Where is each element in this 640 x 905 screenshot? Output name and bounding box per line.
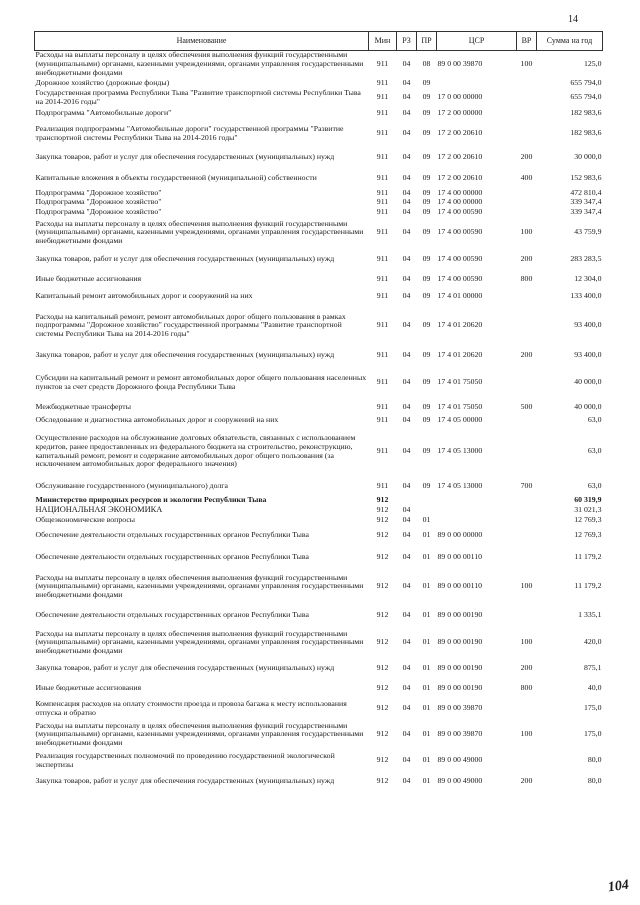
handwritten-page-mark: 104 (606, 877, 630, 896)
table-row (35, 218, 603, 248)
table-row (35, 51, 603, 78)
cell-vr (517, 288, 537, 306)
cell-name: Межбюджетные трансферты (35, 402, 131, 412)
cell-min: 912 (376, 610, 389, 620)
cell-pr: 01 (422, 552, 431, 562)
cell-sum: 339 347,4 (570, 206, 602, 216)
table-row (35, 506, 603, 515)
cell-rz: 04 (402, 581, 411, 591)
cell-name: Подпрограмма "Дорожное хозяйство" (35, 196, 162, 206)
cell-vr: 100 (520, 227, 533, 237)
cell-rz: 04 (402, 77, 411, 87)
cell-vr: 100 (520, 729, 533, 739)
cell-rz: 04 (402, 481, 411, 491)
cell-csr: 17 2 00 20610 (437, 152, 483, 162)
cell-sum: 283 283,5 (570, 254, 602, 264)
cell-sum: 182 983,6 (570, 128, 602, 138)
table-row (35, 750, 603, 772)
cell-name: Расходы на капитальный ремонт, ремонт автомобильных дорог общего пользования в рамках подпрограммы "Дорожное хозяйство" государственной программы "Развитие транспортной системы Республики Тыва на 2014-2016 годы" (35, 311, 346, 338)
cell-min: 911 (376, 481, 389, 491)
cell-name: Обеспечение деятельности отдельных государственных органов Республики Тыва (35, 552, 309, 562)
cell-vr: 200 (520, 254, 533, 264)
table-row (35, 496, 603, 506)
cell-csr: 17 4 01 75050 (437, 377, 483, 387)
cell-pr: 09 (422, 92, 431, 102)
cell-min: 911 (376, 446, 389, 456)
cell-sum: 472 810,4 (570, 187, 602, 197)
cell-name: Закупка товаров, работ и услуг для обеспечения государственных (муниципальных) нужд (35, 776, 335, 786)
cell-vr: 800 (520, 683, 533, 693)
cell-rz: 04 (402, 206, 411, 216)
cell-name: Государственная программа Республики Тыва "Развитие транспортной системы Республики Тыва на 2014-2016 годы" (35, 87, 361, 106)
cell-name: Министерство природных ресурсов и экологии Республики Тыва (35, 495, 267, 505)
cell-vr (517, 366, 537, 400)
cell-name: Иные бюджетные ассигнования (35, 683, 142, 693)
cell-sum: 175,0 (583, 729, 602, 739)
cell-rz: 04 (402, 227, 411, 237)
table-row (35, 546, 603, 570)
cell-name: Субсидии на капитальный ремонт и ремонт автомобильных дорог общего пользования населенных пунктов за счет средств Дорожного фонда Республики Тыва (35, 372, 367, 391)
cell-sum: 1 335,1 (578, 610, 602, 620)
cell-min: 911 (376, 128, 389, 138)
cell-min: 912 (376, 581, 389, 591)
cell-min: 912 (376, 495, 389, 505)
cell-pr: 01 (422, 703, 431, 713)
cell-csr: 17 4 00 00590 (437, 254, 483, 264)
cell-sum: 12 769,3 (574, 530, 602, 540)
cell-pr: 09 (422, 227, 431, 237)
table-row (35, 306, 603, 346)
table-row (35, 720, 603, 750)
cell-csr: 89 0 00 00110 (437, 552, 483, 562)
cell-min: 911 (376, 108, 389, 118)
cell-csr: 17 4 01 75050 (437, 402, 483, 412)
cell-sum: 30 000,0 (574, 152, 602, 162)
cell-vr (517, 121, 537, 147)
table-row (35, 346, 603, 366)
cell-min: 911 (376, 377, 389, 387)
cell-csr: 89 0 00 49000 (437, 776, 483, 786)
cell-name: Дорожное хозяйство (дорожные фонды) (35, 77, 170, 87)
cell-sum: 12 769,3 (574, 514, 602, 524)
cell-min: 912 (376, 552, 389, 562)
cell-name: Закупка товаров, работ и услуг для обеспечения государственных (муниципальных) нужд (35, 663, 335, 673)
cell-rz: 04 (402, 530, 411, 540)
cell-csr: 89 0 00 00000 (437, 530, 483, 540)
header-rz: РЗ (397, 32, 417, 51)
cell-min: 911 (376, 320, 389, 330)
cell-csr: 17 0 00 00000 (437, 92, 483, 102)
cell-rz: 04 (402, 663, 411, 673)
cell-pr: 01 (422, 755, 431, 765)
cell-min: 912 (376, 703, 389, 713)
cell-name: Реализация государственных полномочий по проведению государственной экологической экспертизы (35, 750, 335, 769)
cell-vr: 400 (520, 173, 533, 183)
cell-vr (517, 604, 537, 628)
table-row (35, 680, 603, 698)
cell-csr (437, 496, 517, 506)
cell-name: Закупка товаров, работ и услуг для обеспечения государственных (муниципальных) нужд (35, 254, 335, 264)
table-row (35, 121, 603, 147)
cell-pr: 09 (422, 350, 431, 360)
cell-name: Компенсация расходов на оплату стоимости проезда и провоза багажа к месту использования отпуска и обратно (35, 698, 347, 717)
cell-pr: 09 (422, 108, 431, 118)
cell-sum: 133 400,0 (570, 291, 602, 301)
cell-rz: 04 (402, 152, 411, 162)
cell-vr: 800 (520, 274, 533, 284)
cell-sum: 40 000,0 (574, 402, 602, 412)
cell-pr (417, 506, 437, 515)
table-body (35, 51, 603, 792)
cell-sum: 63,0 (587, 446, 602, 456)
cell-rz: 04 (402, 173, 411, 183)
cell-name: Расходы на выплаты персоналу в целях обеспечения выполнения функций государственными (муниципальными) органами, казенными учреждениями, органами управления государственными внебюджетными фондами (35, 720, 364, 747)
cell-name: Расходы на выплаты персоналу в целях обеспечения выполнения функций государственными (муниципальными) органами, казенными учреждениями, органами управления государственными внебюджетными фондами (35, 572, 364, 599)
cell-sum: 60 319,9 (574, 495, 602, 505)
cell-vr: 100 (520, 58, 533, 68)
cell-vr: 100 (520, 581, 533, 591)
cell-sum: 63,0 (587, 481, 602, 491)
cell-csr: 89 0 00 49000 (437, 755, 483, 765)
cell-min: 912 (376, 504, 389, 514)
cell-sum: 43 759,9 (574, 227, 602, 237)
cell-rz: 04 (402, 128, 411, 138)
cell-csr: 89 0 00 00190 (437, 683, 483, 693)
header-csr: ЦСР (437, 32, 517, 51)
cell-min: 911 (376, 402, 389, 412)
cell-rz: 04 (402, 446, 411, 456)
cell-min: 912 (376, 663, 389, 673)
cell-vr (517, 207, 537, 218)
header-min: Мин (369, 32, 397, 51)
cell-csr: 17 4 00 00000 (437, 196, 483, 206)
cell-vr: 700 (520, 481, 533, 491)
cell-csr: 17 4 00 00590 (437, 206, 483, 216)
cell-sum: 420,0 (583, 637, 602, 647)
cell-rz: 04 (402, 92, 411, 102)
cell-min: 911 (376, 173, 389, 183)
cell-sum: 875,1 (583, 663, 602, 673)
cell-name: Закупка товаров, работ и услуг для обеспечения государственных (муниципальных) нужд (35, 350, 335, 360)
cell-csr: 89 0 00 00190 (437, 610, 483, 620)
cell-pr: 08 (422, 58, 431, 68)
cell-pr: 09 (422, 274, 431, 284)
cell-csr: 89 0 00 00110 (437, 581, 483, 591)
cell-sum: 11 179,2 (574, 552, 602, 562)
table-row (35, 169, 603, 189)
cell-rz: 04 (402, 514, 411, 524)
table-row (35, 147, 603, 169)
cell-rz: 04 (402, 504, 411, 514)
cell-vr (517, 515, 537, 526)
cell-rz: 04 (402, 552, 411, 562)
cell-name: Подпрограмма "Дорожное хозяйство" (35, 206, 162, 216)
cell-sum: 655 794,0 (570, 92, 602, 102)
cell-name: Осуществление расходов на обслуживание долговых обязательств, связанных с использованием кредитов, ранее предоставленных из федерального бюджета на строительство, реконструкцию, капитальный ремонт, ремонт и содержание автомобильных дорог общего пользования (за исключением автомобильных дорог федерального значения) (35, 433, 356, 469)
table-row (35, 772, 603, 792)
cell-pr: 01 (422, 776, 431, 786)
cell-vr (517, 198, 537, 207)
cell-vr: 200 (520, 350, 533, 360)
cell-pr: 01 (422, 637, 431, 647)
cell-pr: 09 (422, 377, 431, 387)
table-row (35, 526, 603, 546)
cell-vr (517, 546, 537, 570)
cell-name: Капитальные вложения в объекты государственной (муниципальной) собственности (35, 173, 317, 183)
cell-sum: 11 179,2 (574, 581, 602, 591)
table-row (35, 400, 603, 416)
cell-pr: 09 (422, 291, 431, 301)
table-row (35, 658, 603, 680)
cell-csr: 89 0 00 39870 (437, 729, 483, 739)
cell-name: Закупка товаров, работ и услуг для обеспечения государственных (муниципальных) нужд (35, 152, 335, 162)
cell-rz: 04 (402, 683, 411, 693)
cell-name: Расходы на выплаты персоналу в целях обеспечения выполнения функций государственными (муниципальными) органами, казенными учреждениями, органами управления государственными внебюджетными фондами (35, 628, 364, 655)
cell-sum: 80,0 (587, 776, 602, 786)
table-row (35, 288, 603, 306)
cell-sum: 339 347,4 (570, 196, 602, 206)
cell-min: 911 (376, 196, 389, 206)
cell-csr: 17 4 05 00000 (437, 415, 483, 425)
cell-csr: 17 4 00 00000 (437, 187, 483, 197)
cell-min: 912 (376, 776, 389, 786)
cell-name: Обслуживание государственного (муниципального) долга (35, 481, 228, 491)
cell-sum: 93 400,0 (574, 350, 602, 360)
cell-vr (517, 698, 537, 720)
cell-min: 912 (376, 729, 389, 739)
cell-csr: 89 0 00 39870 (437, 58, 483, 68)
table-row (35, 248, 603, 272)
cell-sum: 12 304,0 (574, 274, 602, 284)
cell-name: НАЦИОНАЛЬНАЯ ЭКОНОМИКА (35, 504, 163, 514)
cell-sum: 93 400,0 (574, 320, 602, 330)
cell-pr: 01 (422, 610, 431, 620)
cell-pr: 09 (422, 77, 431, 87)
table-row (35, 366, 603, 400)
cell-name: Капитальный ремонт автомобильных дорог и сооружений на них (35, 291, 253, 301)
cell-min: 912 (376, 637, 389, 647)
cell-pr: 09 (422, 173, 431, 183)
table-row (35, 570, 603, 604)
cell-pr: 09 (422, 206, 431, 216)
cell-rz: 04 (402, 320, 411, 330)
cell-rz: 04 (402, 610, 411, 620)
cell-name: Иные бюджетные ассигнования (35, 274, 142, 284)
table-row (35, 89, 603, 107)
cell-min: 912 (376, 683, 389, 693)
cell-pr: 09 (422, 196, 431, 206)
cell-rz: 04 (402, 108, 411, 118)
cell-csr: 17 2 00 20610 (437, 128, 483, 138)
cell-rz: 04 (402, 187, 411, 197)
cell-vr (517, 107, 537, 121)
table-row (35, 628, 603, 658)
cell-rz: 04 (402, 377, 411, 387)
cell-pr: 09 (422, 481, 431, 491)
cell-sum: 182 983,6 (570, 108, 602, 118)
cell-csr: 17 4 01 20620 (437, 350, 483, 360)
table-row (35, 515, 603, 526)
cell-vr: 100 (520, 637, 533, 647)
cell-min: 912 (376, 514, 389, 524)
cell-name: Общеэкономические вопросы (35, 514, 136, 524)
cell-csr: 17 4 01 20620 (437, 320, 483, 330)
header-pr: ПР (417, 32, 437, 51)
cell-min: 911 (376, 350, 389, 360)
cell-vr (517, 78, 537, 89)
cell-min: 911 (376, 274, 389, 284)
cell-sum: 80,0 (587, 755, 602, 765)
cell-vr (517, 89, 537, 107)
cell-rz: 04 (402, 196, 411, 206)
cell-csr: 17 2 00 20610 (437, 173, 483, 183)
table-row (35, 207, 603, 218)
cell-pr: 09 (422, 320, 431, 330)
cell-rz: 04 (402, 58, 411, 68)
cell-pr: 09 (422, 402, 431, 412)
cell-csr: 17 4 00 00590 (437, 227, 483, 237)
cell-min: 911 (376, 152, 389, 162)
cell-sum: 152 983,6 (570, 173, 602, 183)
budget-table (34, 31, 603, 792)
cell-rz: 04 (402, 402, 411, 412)
cell-csr (437, 78, 517, 89)
cell-sum: 175,0 (583, 703, 602, 713)
cell-rz: 04 (402, 415, 411, 425)
table-row (35, 426, 603, 478)
cell-rz: 04 (402, 291, 411, 301)
cell-pr: 09 (422, 187, 431, 197)
cell-pr: 01 (422, 683, 431, 693)
cell-csr (437, 515, 517, 526)
cell-pr: 01 (422, 581, 431, 591)
cell-sum: 125,0 (583, 58, 602, 68)
table-row (35, 698, 603, 720)
cell-name: Подпрограмма "Автомобильные дороги" (35, 108, 172, 118)
header-vr: ВР (517, 32, 537, 51)
cell-csr: 89 0 00 39870 (437, 703, 483, 713)
cell-vr (517, 506, 537, 515)
table-row (35, 604, 603, 628)
cell-csr: 17 4 05 13000 (437, 481, 483, 491)
cell-min: 911 (376, 254, 389, 264)
cell-sum: 40 000,0 (574, 377, 602, 387)
cell-vr (517, 426, 537, 478)
cell-vr: 200 (520, 776, 533, 786)
header-sum: Сумма на год (537, 32, 603, 51)
cell-min: 911 (376, 227, 389, 237)
cell-pr: 09 (422, 415, 431, 425)
table-row (35, 416, 603, 426)
cell-min: 911 (376, 291, 389, 301)
cell-name: Подпрограмма "Дорожное хозяйство" (35, 187, 162, 197)
cell-rz: 04 (402, 274, 411, 284)
page-number: 14 (568, 14, 578, 25)
cell-vr (517, 306, 537, 346)
cell-rz: 04 (402, 703, 411, 713)
cell-min: 911 (376, 92, 389, 102)
cell-rz: 04 (402, 729, 411, 739)
cell-pr: 01 (422, 663, 431, 673)
cell-csr: 89 0 00 00190 (437, 637, 483, 647)
cell-min: 911 (376, 206, 389, 216)
table-row (35, 478, 603, 496)
cell-vr (517, 416, 537, 426)
cell-min: 911 (376, 415, 389, 425)
header-name: Наименование (35, 32, 369, 51)
cell-csr: 17 4 05 13000 (437, 446, 483, 456)
cell-name: Обследование и диагностика автомобильных дорог и сооружений на них (35, 415, 279, 425)
cell-sum: 63,0 (587, 415, 602, 425)
cell-csr: 17 4 00 00590 (437, 274, 483, 284)
cell-pr: 09 (422, 446, 431, 456)
cell-vr: 500 (520, 402, 533, 412)
cell-name: Расходы на выплаты персоналу в целях обеспечения выполнения функций государственными (муниципальными) органами, казенными учреждениями, органами управления государственными внебюджетными фондами (35, 50, 364, 77)
cell-pr: 01 (422, 514, 431, 524)
cell-csr: 17 2 00 00000 (437, 108, 483, 118)
table-row (35, 272, 603, 288)
cell-rz: 04 (402, 637, 411, 647)
cell-vr: 200 (520, 152, 533, 162)
cell-pr (417, 496, 437, 506)
cell-csr: 17 4 01 00000 (437, 291, 483, 301)
cell-csr: 89 0 00 00190 (437, 663, 483, 673)
cell-pr: 01 (422, 729, 431, 739)
cell-pr: 01 (422, 530, 431, 540)
table-row (35, 198, 603, 207)
cell-sum: 655 794,0 (570, 77, 602, 87)
cell-pr: 09 (422, 152, 431, 162)
cell-name: Расходы на выплаты персоналу в целях обеспечения выполнения функций государственными (муниципальными) органами, казенными учреждениями, органами управления государственными внебюджетными фондами (35, 218, 364, 245)
cell-rz: 04 (402, 350, 411, 360)
cell-csr (437, 506, 517, 515)
cell-vr (517, 496, 537, 506)
cell-vr (517, 189, 537, 198)
cell-name: Обеспечение деятельности отдельных государственных органов Республики Тыва (35, 610, 309, 620)
cell-min: 911 (376, 187, 389, 197)
table-row (35, 78, 603, 89)
cell-pr: 09 (422, 128, 431, 138)
cell-min: 912 (376, 755, 389, 765)
cell-rz (397, 496, 417, 506)
cell-vr: 200 (520, 663, 533, 673)
cell-pr: 09 (422, 254, 431, 264)
table-row (35, 107, 603, 121)
cell-sum: 40,0 (587, 683, 602, 693)
cell-sum: 31 021,3 (574, 504, 602, 514)
cell-rz: 04 (402, 755, 411, 765)
table-header-row (35, 32, 603, 51)
cell-vr (517, 750, 537, 772)
cell-rz: 04 (402, 776, 411, 786)
cell-name: Обеспечение деятельности отдельных государственных органов Республики Тыва (35, 530, 309, 540)
cell-vr (517, 526, 537, 546)
cell-min: 911 (376, 77, 389, 87)
cell-min: 911 (376, 58, 389, 68)
cell-name: Реализация подпрограммы "Автомобильные дороги" государственной программы "Развитие транспортной системы Республики Тыва на 2014-2016 годы" (35, 123, 344, 142)
cell-rz: 04 (402, 254, 411, 264)
cell-min: 912 (376, 530, 389, 540)
